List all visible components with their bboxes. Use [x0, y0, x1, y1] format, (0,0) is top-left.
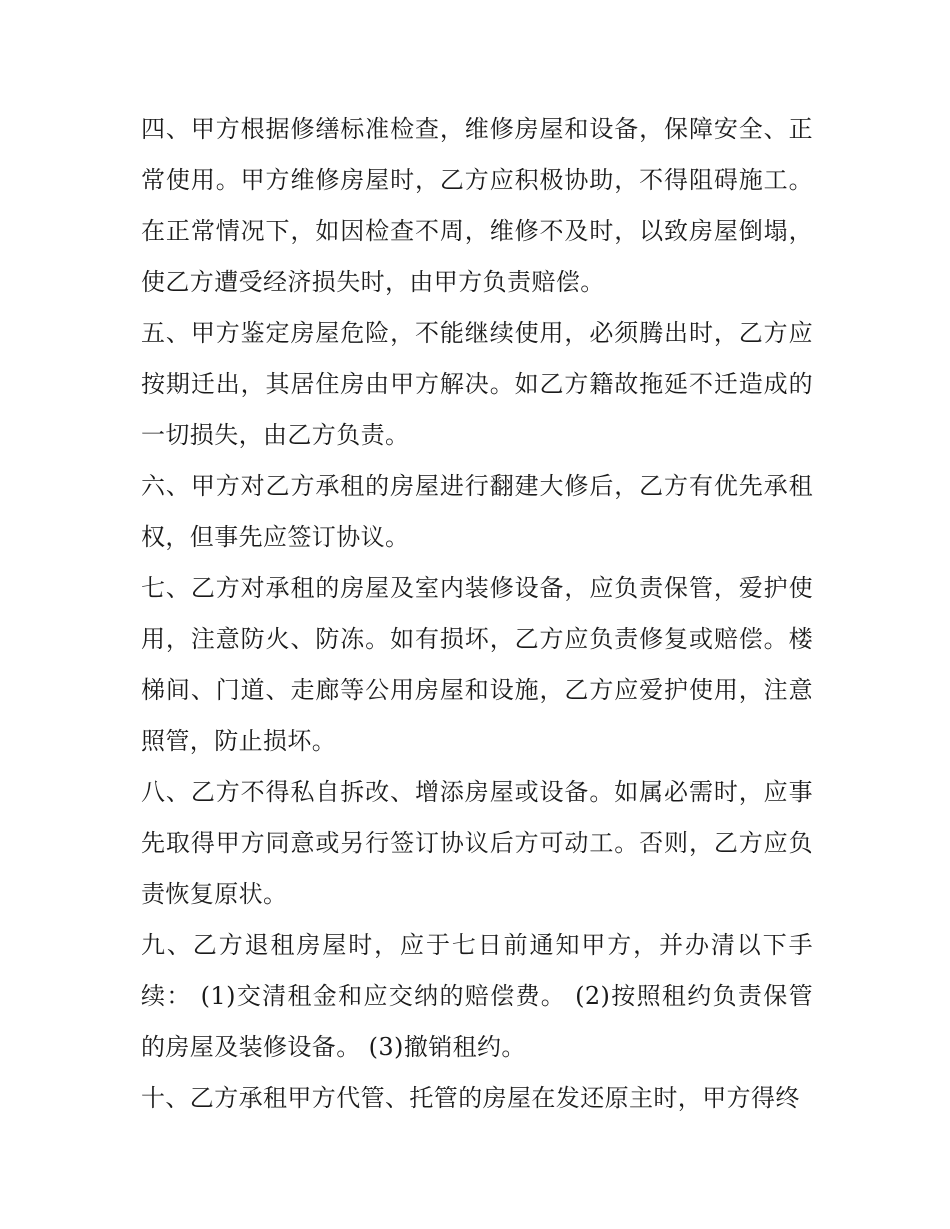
- paragraph-6: 六、甲方对乙方承租的房屋进行翻建大修后，乙方有优先承租权，但事先应签订协议。: [141, 472, 813, 551]
- paragraph-8: 八、乙方不得私自拆改、增添房屋或设备。如属必需时，应事先取得甲方同意或另行签订协议后方可动工。否则，乙方应负责恢复原状。: [141, 778, 813, 908]
- paragraph-4: 四、甲方根据修缮标准检查，维修房屋和设备，保障安全、正常使用。甲方维修房屋时，乙方应积极协助，不得阻碍施工。在正常情况下，如因检查不周，维修不及时，以致房屋倒塌，使乙方遭受经济损失时，由甲方负责赔偿。: [141, 115, 813, 296]
- document-body: [141, 104, 813, 1124]
- paragraph-7: 七、乙方对承租的房屋及室内装修设备，应负责保管，爱护使用，注意防火、防冻。如有损坏，乙方应负责修复或赔偿。楼梯间、门道、走廊等公用房屋和设施，乙方应爱护使用，注意照管，防止损坏。: [141, 574, 813, 755]
- paragraph-10: 十、乙方承租甲方代管、托管的房屋在发还原主时，甲方得终: [141, 1084, 800, 1112]
- paragraph-5: 五、甲方鉴定房屋危险，不能继续使用，必须腾出时，乙方应按期迁出，其居住房由甲方解决。如乙方籍故拖延不迁造成的一切损失，由乙方负责。: [141, 319, 813, 449]
- paragraph-9: 九、乙方退租房屋时，应于七日前通知甲方，并办清以下手续： (1)交清租金和应交纳的赔偿费。 (2)按照租约负责保管的房屋及装修设备。 (3)撤销租约。: [141, 931, 813, 1061]
